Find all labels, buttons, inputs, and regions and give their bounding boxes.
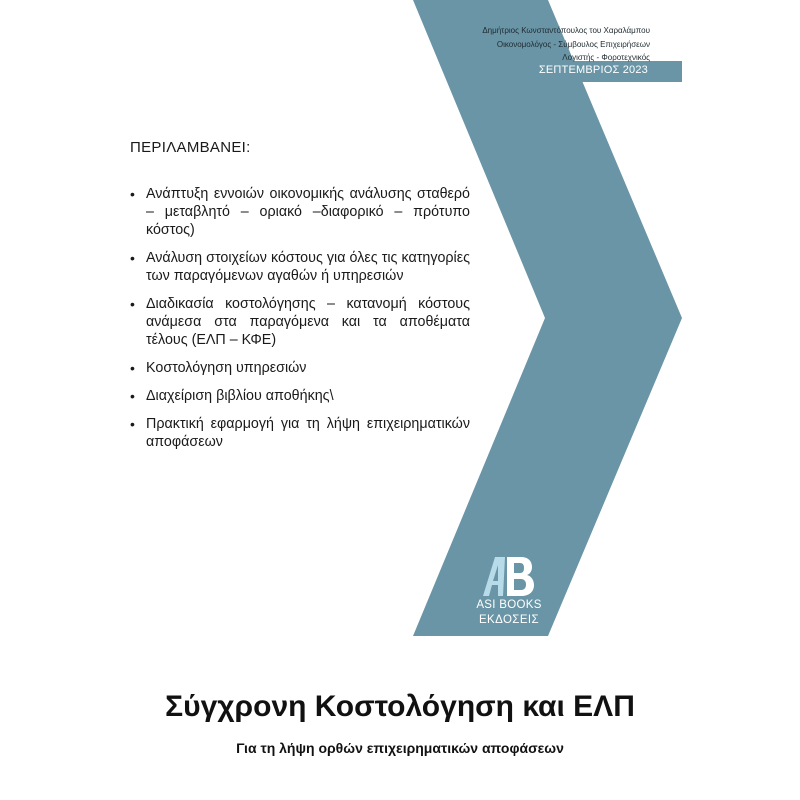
author-block bbox=[420, 24, 650, 65]
author-name: Δημήτριος Κωνσταντόπουλος του Χαραλάμπου bbox=[482, 26, 650, 35]
includes-list bbox=[130, 185, 470, 461]
book-subtitle: Για τη λήψη ορθών επιχειρηματικών αποφάσεων bbox=[236, 740, 564, 756]
list-item: • Διαχείριση βιβλίου αποθήκης\ bbox=[130, 387, 470, 405]
list-item: • Διαδικασία κοστολόγησης – κατανομή κόστους ανάμεσα στα παραγόμενα και τα αποθέματα τέλους (ΕΛΠ – ΚΦΕ) bbox=[130, 295, 470, 349]
author-role-2: Λογιστής - Φοροτεχνικός bbox=[562, 53, 650, 62]
includes-heading: ΠΕΡΙΛΑΜΒΑΝΕΙ: bbox=[130, 139, 251, 156]
publication-date: ΣΕΠΤΕΜΒΡΙΟΣ 2023 bbox=[538, 64, 648, 76]
list-item: • Πρακτική εφαρμογή για τη λήψη επιχειρηματικών αποφάσεων bbox=[130, 415, 470, 451]
book-title: Σύγχρονη Κοστολόγηση και ΕΛΠ bbox=[165, 690, 635, 723]
ab-monogram-icon bbox=[481, 555, 537, 597]
list-item: • Ανάλυση στοιχείων κόστους για όλες τις κατηγορίες των παραγόμενων αγαθών ή υπηρεσιών bbox=[130, 249, 470, 285]
list-item: • Κοστολόγηση υπηρεσιών bbox=[130, 359, 470, 377]
publisher-label: ΕΚΔΟΣΕΙΣ bbox=[478, 614, 539, 626]
publisher-logo bbox=[470, 555, 548, 635]
list-item: • Ανάπτυξη εννοιών οικονομικής ανάλυσης σταθερό – μεταβλητό – οριακό –διαφορικό – πρότυπο κόστος) bbox=[130, 185, 470, 239]
author-role-1: Οικονομολόγος - Σύμβουλος Επιχειρήσεων bbox=[496, 39, 650, 49]
publisher-brand: ASI BOOKS bbox=[476, 599, 542, 611]
